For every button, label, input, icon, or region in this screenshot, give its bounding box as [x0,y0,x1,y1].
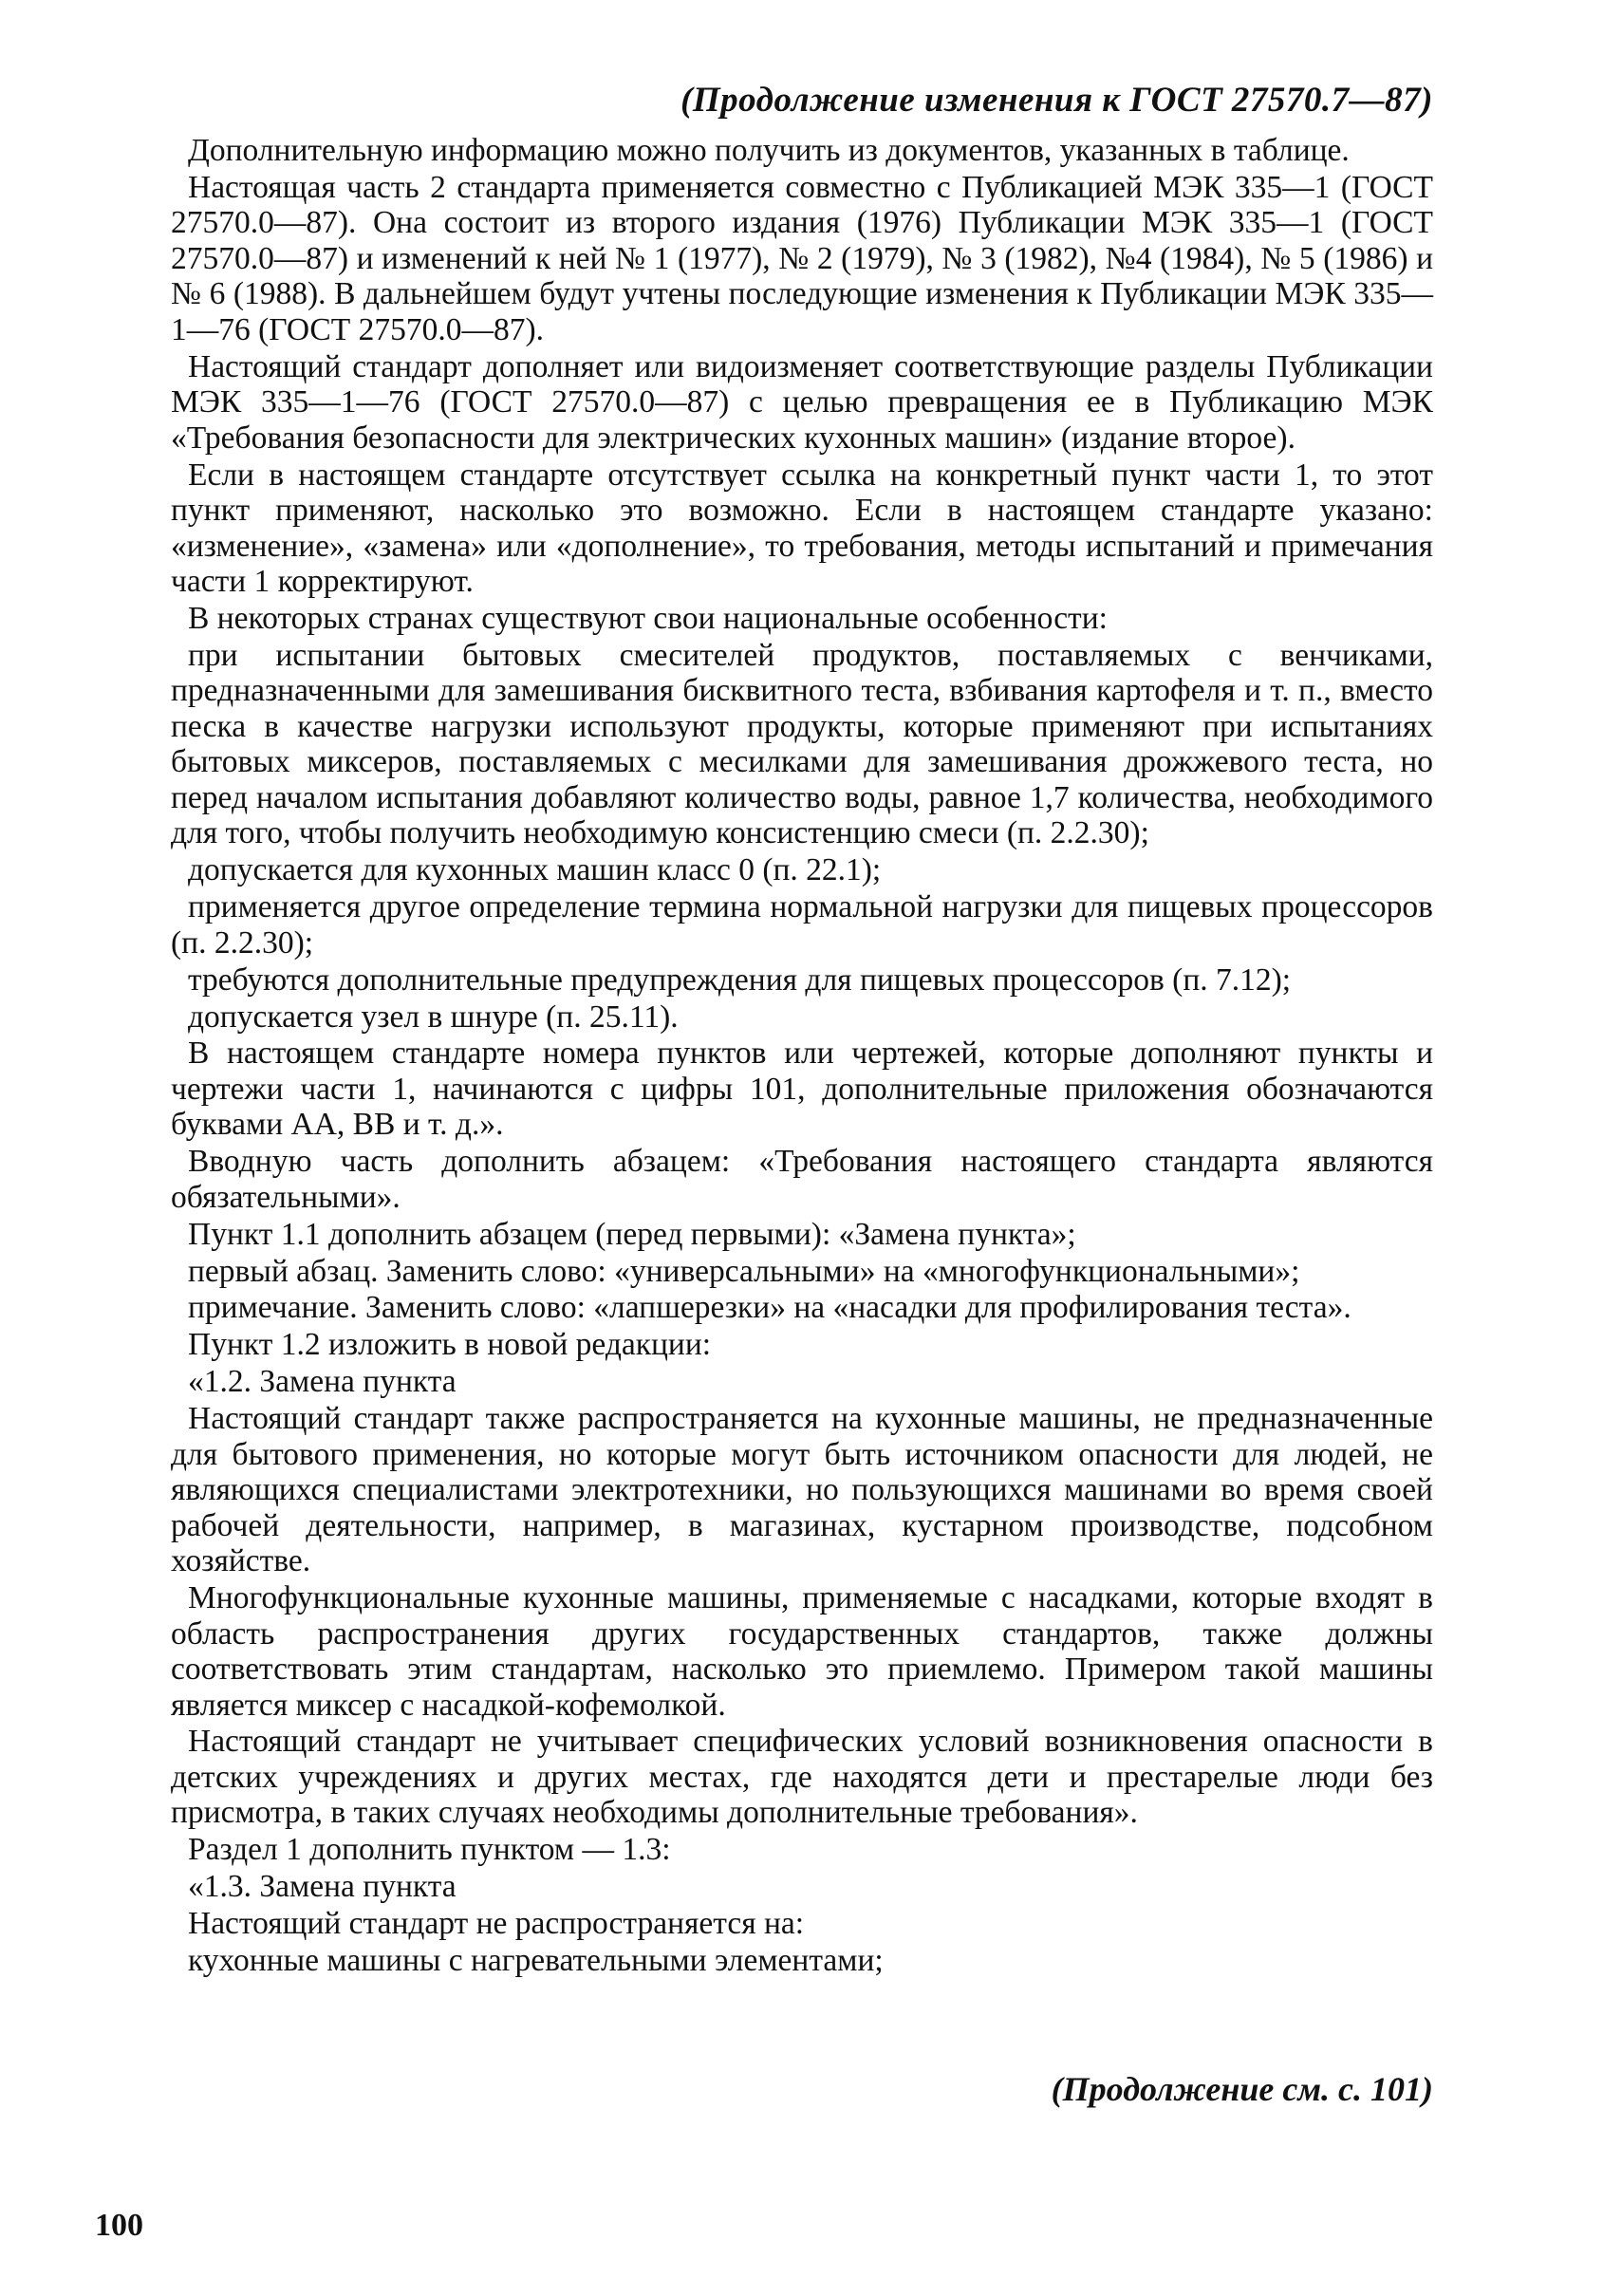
paragraph-5: В некоторых странах существуют свои национальные особенности: [188,601,1108,637]
paragraph-12: Вводную часть дополнить абзацем: «Требования настоящего стандарта являются обязательными». [171,1144,1433,1215]
paragraph-1: Дополнительную информацию можно получить из документов, указанных в таблице. [188,133,1350,168]
paragraph-3: Настоящий стандарт дополняет или видоизменяет соответствующие разделы Публикации МЭК 335—1—76 (ГОСТ 27570.0—87) с целью превращения ее в Публикацию МЭК «Требования безопасности для электрических кухонных машин» (издание второе). [171,348,1433,456]
paragraph-6: при испытании бытовых смесителей продуктов, поставляемых с венчиками, предназначенными для замешивания бисквитного теста, взбивания картофеля и т. п., вместо песка в качестве нагрузки используют продукты, которые применяют при испытаниях бытовых миксеров, поставляемых с месилками для замешивания дрожжевого теста, но перед началом испытания добавляют количество воды, равное 1,7 количества, необходимого для того, чтобы получить необходимую консистенцию смеси (п. 2.2.30); [171,637,1433,851]
continuation-footer: (Продолжение см. с. 101) [1051,2070,1433,2108]
paragraph-22: «1.3. Замена пункта [188,1869,457,1905]
body-text [171,133,1433,1980]
paragraph-13: Пункт 1.1 дополнить абзацем (перед первыми): «Замена пункта»; [188,1216,1076,1252]
paragraph-15: примечание. Заменить слово: «лапшерезки» на «насадки для профилирования теста». [188,1290,1351,1326]
paragraph-18: Настоящий стандарт также распространяется на кухонные машины, не предназначенные для бытового применения, но которые могут быть источником опасности для людей, не являющихся специалистами электротехники, но пользующихся машинами во время своей рабочей деятельности, например, в магазинах, кустарном производстве, подсобном хозяйстве. [171,1401,1433,1579]
paragraph-7: допускается для кухонных машин класс 0 (п. 22.1); [188,852,882,888]
paragraph-19: Многофункциональные кухонные машины, применяемые с насадками, которые входят в область распространения других государственных стандартов, также должны соответствовать этим стандартам, насколько это приемлемо. Примером такой машины является миксер с насадкой-кофемолкой. [171,1580,1433,1723]
continuation-header: (Продолжение изменения к ГОСТ 27570.7—87) [680,81,1433,120]
paragraph-4: Если в настоящем стандарте отсутствует ссылка на конкретный пункт части 1, то этот пункт применяют, насколько это возможно. Если в настоящем стандарте указано: «изменение», «замена» или «дополнение», то требования, методы испытаний и примечания части 1 корректируют. [171,457,1433,600]
paragraph-20: Настоящий стандарт не учитывает специфических условий возникновения опасности в детских учреждениях и других местах, где находятся дети и престарелые люди без присмотра, в таких случаях необходимы дополнительные требования». [171,1724,1433,1831]
paragraph-16: Пункт 1.2 изложить в новой редакции: [188,1327,712,1363]
paragraph-21: Раздел 1 дополнить пунктом — 1.3: [188,1832,671,1868]
paragraph-11: В настоящем стандарте номера пунктов или чертежей, которые дополняют пункты и чертежи части 1, начинаются с цифры 101, дополнительные приложения обозначаются буквами АА, ВВ и т. д.». [171,1036,1433,1143]
paragraph-24: кухонные машины с нагревательными элементами; [188,1942,884,1978]
paragraph-17: «1.2. Замена пункта [188,1364,457,1400]
page-number: 100 [95,2208,143,2243]
paragraph-8: применяется другое определение термина нормальной нагрузки для пищевых процессоров (п. 2.2.30); [171,889,1433,961]
paragraph-23: Настоящий стандарт не распространяется на: [188,1906,805,1942]
paragraph-9: требуются дополнительные предупреждения для пищевых процессоров (п. 7.12); [188,961,1292,998]
paragraph-14: первый абзац. Заменить слово: «универсальными» на «многофункциональными»; [188,1253,1300,1289]
paragraph-2: Настоящая часть 2 стандарта применяется совместно с Публикацией МЭК 335—1 (ГОСТ 27570.0—87). Она состоит из второго издания (1976) Публикации МЭК 335—1 (ГОСТ 27570.0—87) и изменений к ней № 1 (1977), № 2 (1979), № 3 (1982), №4 (1984), № 5 (1986) и № 6 (1988). В дальнейшем будут учтены последующие изменения к Публикации МЭК 335—1—76 (ГОСТ 27570.0—87). [171,169,1433,347]
paragraph-10: допускается узел в шнуре (п. 25.11). [188,999,679,1035]
